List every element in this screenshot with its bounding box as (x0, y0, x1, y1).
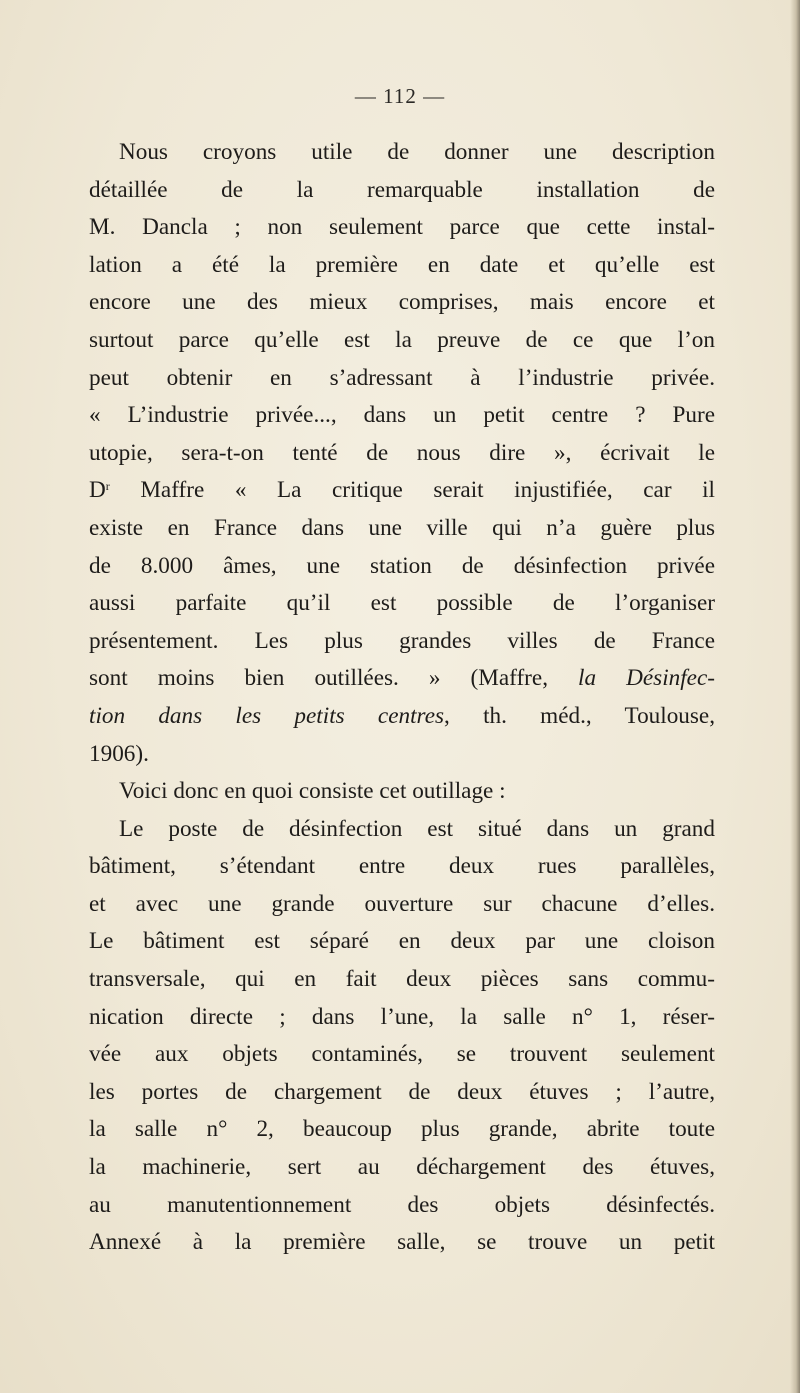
text-line: détaillée de la remarquable installation de (89, 176, 715, 203)
text-line: Nous croyons utile de donner une description (119, 139, 715, 165)
text-fragment: , th. méd., Toulouse, (444, 702, 715, 729)
text-line: et avec une grande ouverture sur chacune d’elles. (89, 890, 715, 917)
text-line: existe en France dans une ville qui n’a guère plus (89, 514, 715, 541)
text-line: encore une des mieux comprises, mais encore et (89, 289, 715, 316)
text-line: de 8.000 âmes, une station de désinfection privée (89, 552, 715, 579)
doctor-abbrev-sup: r (105, 479, 110, 494)
text-fragment: Maffre « La critique serait injustifiée, car il (109, 477, 715, 504)
page-number: — 112 — (354, 84, 446, 108)
text-line: présentement. Les plus grandes villes de France (89, 627, 715, 654)
text-line: transversale, qui en fait deux pièces sans commu- (89, 966, 715, 993)
text-line: la salle n° 2, beaucoup plus grande, abrite toute (89, 1116, 715, 1143)
text-line: « L’industrie privée..., dans un petit centre ? Pure (89, 402, 715, 429)
text-line: M. Dancla ; non seulement parce que cette instal- (89, 214, 715, 241)
text-line: nication directe ; dans l’une, la salle n° 1, réser- (89, 1003, 715, 1030)
text-line: vée aux objets contaminés, se trouvent seulement (89, 1041, 715, 1068)
text-line: Annexé à la première salle, se trouve un petit (89, 1229, 715, 1256)
text-line (89, 698, 715, 736)
text-line: surtout parce qu’elle est la preuve de ce que l’on (89, 326, 715, 353)
text-line: Voici donc en quoi consiste cet outillage : (119, 778, 506, 805)
text-line (89, 660, 715, 698)
cited-title-part: la Désinfec- (578, 665, 715, 692)
text-line: les portes de chargement de deux étuves ; l’autre, (89, 1078, 715, 1105)
body-text (89, 134, 715, 1262)
text-line: bâtiment, s’étendant entre deux rues parallèles, (89, 853, 715, 880)
text-line: utopie, sera-t-on tenté de nous dire », écrivait le (89, 439, 715, 466)
text-line: Le bâtiment est séparé en deux par une cloison (89, 928, 715, 955)
cited-title-part: tion dans les petits centres (89, 702, 445, 729)
text-fragment: sont moins bien outillées. » (Maffre, (89, 665, 579, 692)
text-line: aussi parfaite qu’il est possible de l’organiser (89, 590, 715, 617)
text-line: Le poste de désinfection est situé dans un grand (119, 815, 715, 842)
text-line: au manutentionnement des objets désinfectés. (89, 1191, 715, 1218)
text-line: la machinerie, sert au déchargement des étuves, (89, 1154, 715, 1181)
text-line (89, 472, 715, 510)
page-edge-shadow (790, 0, 800, 1393)
text-line: peut obtenir en s’adressant à l’industrie privée. (89, 364, 715, 391)
doctor-abbrev: D (89, 477, 106, 504)
text-line: lation a été la première en date et qu’elle est (89, 251, 715, 278)
text-line: 1906). (89, 740, 149, 767)
